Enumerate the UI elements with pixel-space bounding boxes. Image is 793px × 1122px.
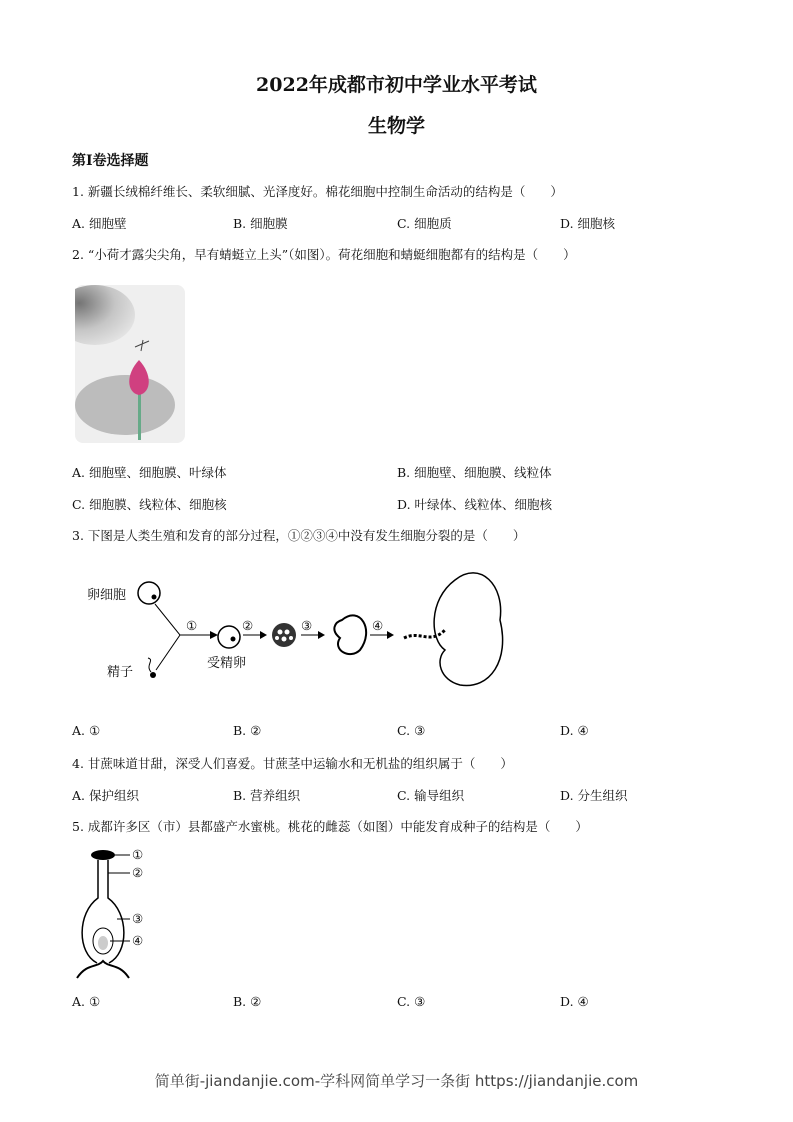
q2-option-c: C. 细胞膜、线粒体、细胞核 — [72, 497, 227, 512]
q3-option-a: A. ① — [72, 723, 101, 738]
egg-cell-label: 卵细胞 — [87, 588, 127, 603]
question-2-stem: 2. “小荷才露尖尖角，早有蜻蜓立上头”（如图）。荷花细胞和蜻蜓细胞都有的结构是（ ） — [72, 247, 576, 262]
q3-option-d: D. ④ — [560, 723, 589, 738]
section-heading: 第Ⅰ卷选择题 — [72, 153, 149, 169]
pistil-label-2: ② — [132, 865, 144, 880]
question-3-stem: 3. 下图是人类生殖和发育的部分过程，①②③④中没有发生细胞分裂的是（ ） — [72, 528, 526, 543]
step-2-label: ② — [242, 618, 254, 633]
q4-option-d: D. 分生组织 — [560, 788, 628, 803]
q4-option-c: C. 输导组织 — [397, 788, 465, 803]
question-4-stem: 4. 甘蔗味道甘甜，深受人们喜爱。甘蔗茎中运输水和无机盐的组织属于（ ） — [72, 756, 513, 771]
q3-option-b: B. ② — [233, 723, 262, 738]
q1-option-d: D. 细胞核 — [560, 216, 616, 231]
footer-watermark: 简单街-jiandanjie.com-学科网简单学习一条街 https://jiandanjie.com — [154, 1072, 639, 1090]
reproduction-diagram — [60, 560, 520, 700]
pistil-label-3: ③ — [132, 911, 144, 926]
exam-title: 2022年成都市初中学业水平考试 — [256, 74, 537, 96]
q2-option-b: B. 细胞壁、细胞膜、线粒体 — [397, 465, 552, 480]
question-5-stem: 5. 成都许多区（市）县都盛产水蜜桃。桃花的雌蕊（如图）中能发育成种子的结构是（ ） — [72, 819, 588, 834]
q1-option-c: C. 细胞质 — [397, 216, 452, 231]
question-1-stem: 1. 新疆长绒棉纤维长、柔软细腻、光泽度好。棉花细胞中控制生命活动的结构是（ ） — [72, 184, 563, 199]
q1-option-b: B. 细胞膜 — [233, 216, 288, 231]
q2-option-a: A. 细胞壁、细胞膜、叶绿体 — [72, 465, 227, 480]
pistil-label-4: ④ — [132, 933, 144, 948]
q5-option-d: D. ④ — [560, 994, 589, 1009]
lotus-dragonfly-image — [75, 285, 185, 443]
pistil-label-1: ① — [132, 847, 144, 862]
step-4-label: ④ — [372, 618, 384, 633]
q1-option-a: A. 细胞壁 — [72, 216, 127, 231]
zygote-label: 受精卵 — [207, 656, 247, 671]
q3-option-c: C. ③ — [397, 723, 426, 738]
step-3-label: ③ — [301, 618, 313, 633]
q4-option-a: A. 保护组织 — [72, 788, 139, 803]
q2-option-d: D. 叶绿体、线粒体、细胞核 — [397, 497, 553, 512]
q5-option-b: B. ② — [233, 994, 262, 1009]
q4-option-b: B. 营养组织 — [233, 788, 301, 803]
pistil-diagram — [72, 843, 162, 983]
subject-title: 生物学 — [367, 115, 425, 137]
q5-option-c: C. ③ — [397, 994, 426, 1009]
step-1-label: ① — [186, 618, 198, 633]
sperm-label: 精子 — [107, 665, 134, 680]
q5-option-a: A. ① — [72, 994, 101, 1009]
